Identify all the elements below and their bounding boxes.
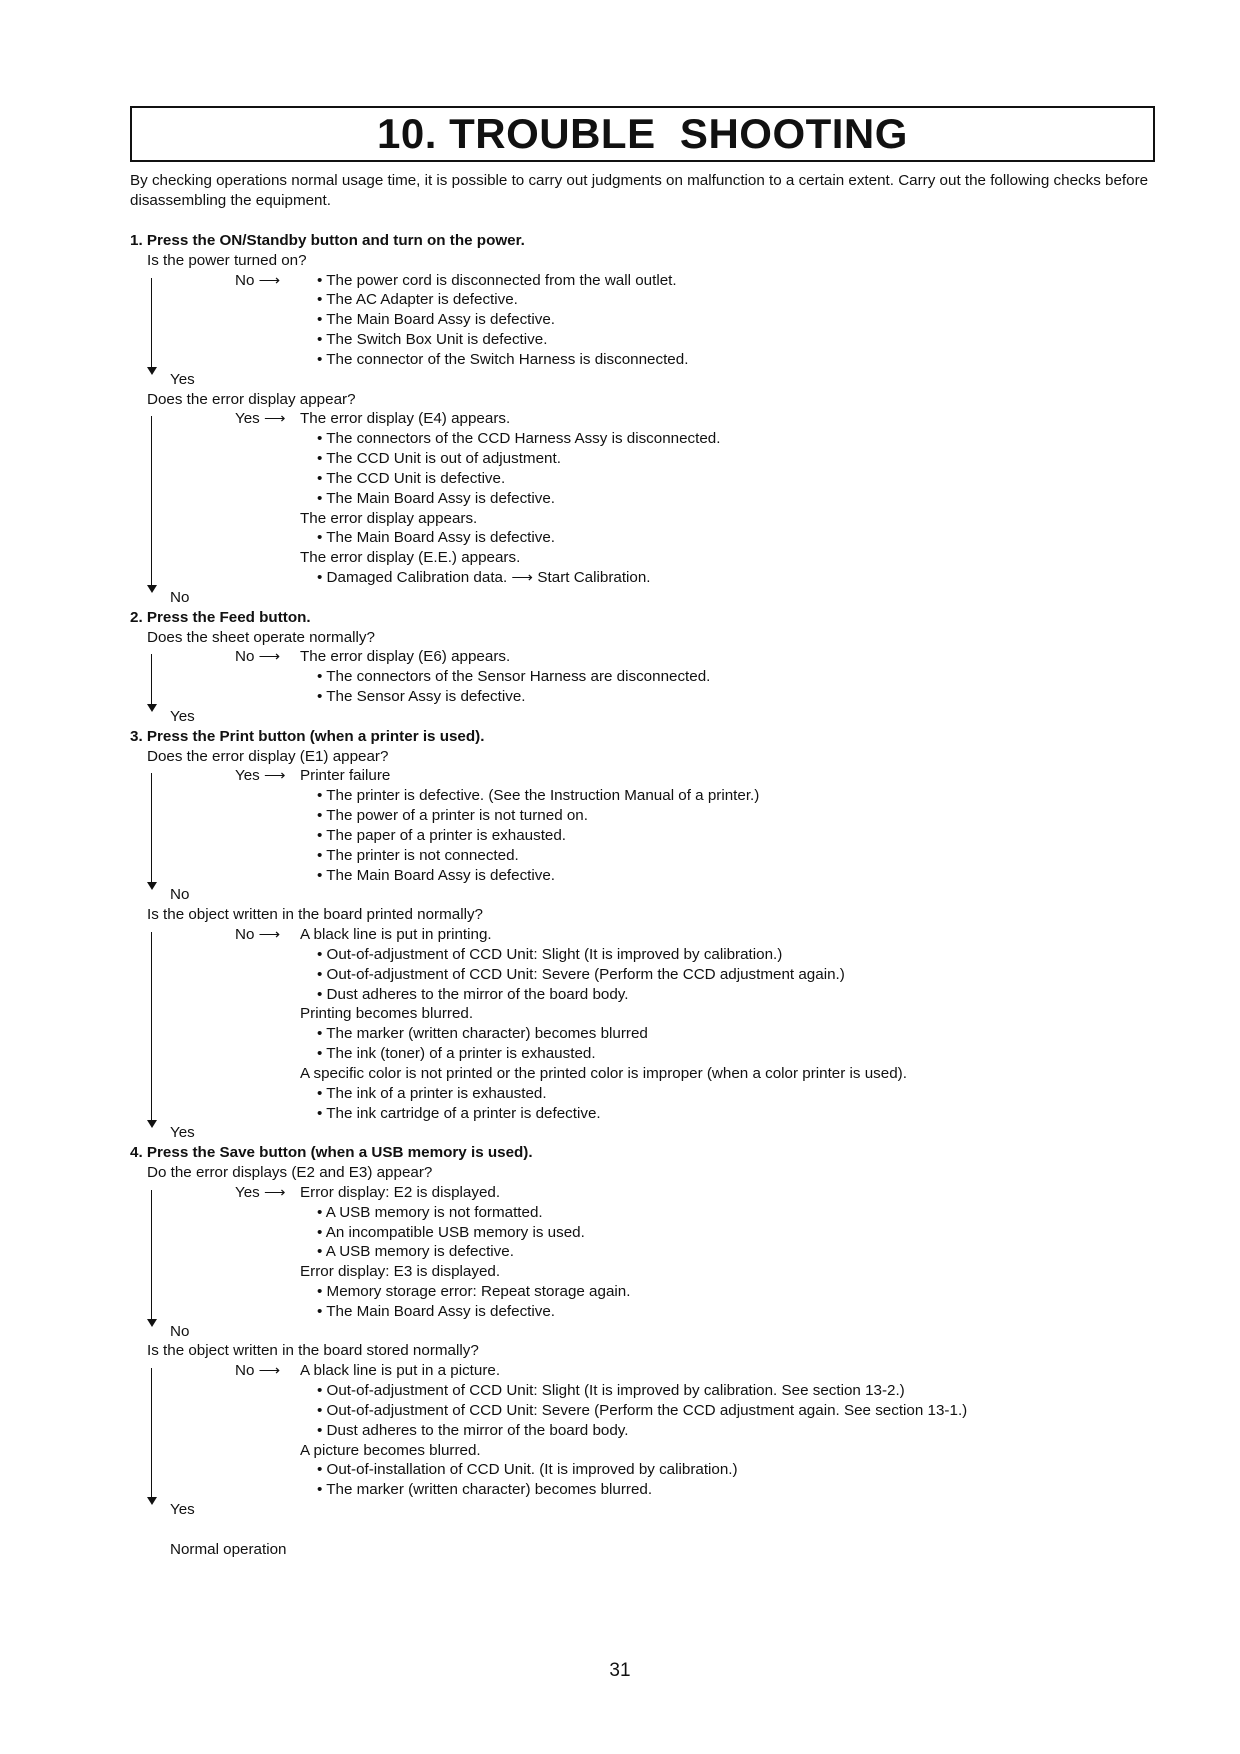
step-heading: 4. Press the Save button (when a USB memory is used). [130, 1144, 533, 1162]
check-question: Does the error display appear? [147, 390, 356, 408]
symptom-line: The error display appears. [300, 509, 478, 527]
step-heading: 1. Press the ON/Standby button and turn on the power. [130, 232, 525, 249]
cause-bullet: • The Main Board Assy is defective. [317, 311, 556, 329]
answer-label: Yes ⟶ [235, 767, 286, 785]
cause-bullet: • The power of a printer is not turned on. [317, 807, 588, 825]
cause-bullet: • Memory storage error: Repeat storage again. [317, 1282, 631, 1300]
cause-bullet: • The Main Board Assy is defective. [317, 866, 556, 884]
cause-bullet: • The Main Board Assy is defective. [317, 489, 556, 507]
cause-bullet: • The ink of a printer is exhausted. [317, 1084, 547, 1102]
cause-bullet: • The CCD Unit is defective. [317, 469, 506, 487]
cause-bullet: • Damaged Calibration data. ⟶ Start Calibration. [317, 569, 651, 587]
answer-label: No ⟶ [235, 271, 281, 289]
cause-bullet: • The Main Board Assy is defective. [317, 529, 556, 547]
branch-label: Yes [170, 1501, 195, 1519]
symptom-line: Printing becomes blurred. [300, 1005, 474, 1023]
check-question: Does the sheet operate normally? [147, 628, 375, 646]
cause-bullet: • The connectors of the CCD Harness Assy is disconnected. [317, 430, 721, 448]
symptom-line: Error display: E3 is displayed. [300, 1263, 501, 1281]
branch-label: No [170, 1322, 190, 1340]
cause-bullet: • Out-of-adjustment of CCD Unit: Slight (It is improved by calibration. See section 13-2.) [317, 1382, 905, 1400]
cause-bullet: • The connectors of the Sensor Harness are disconnected. [317, 668, 711, 686]
cause-bullet: • The Switch Box Unit is defective. [317, 331, 548, 349]
cause-bullet: • The connector of the Switch Harness is disconnected. [317, 350, 689, 368]
flow-down-arrow [151, 773, 152, 888]
check-question: Is the power turned on? [147, 251, 307, 269]
check-question: Is the object written in the board printed normally? [147, 906, 483, 924]
intro-paragraph: By checking operations normal usage time, it is possible to carry out judgments on malfunction to a certain extent. Carry out the following checks before disassembling the equipment. [130, 172, 1149, 209]
answer-label: Yes ⟶ [235, 410, 286, 428]
symptom-line: A picture becomes blurred. [300, 1441, 481, 1459]
check-question: Does the error display (E1) appear? [147, 747, 389, 765]
answer-detail: The error display (E6) appears. [300, 648, 511, 666]
cause-bullet: • Dust adheres to the mirror of the board body. [317, 1421, 629, 1439]
check-question: Is the object written in the board stored normally? [147, 1342, 479, 1360]
answer-detail: Printer failure [300, 767, 391, 785]
page-number: 31 [609, 1660, 631, 1681]
cause-bullet: • The ink (toner) of a printer is exhausted. [317, 1045, 596, 1063]
answer-label: No ⟶ [235, 648, 281, 666]
flow-down-arrow [151, 278, 152, 373]
flow-down-arrow [151, 1190, 152, 1325]
check-question: Do the error displays (E2 and E3) appear? [147, 1164, 433, 1181]
cause-bullet: • The printer is not connected. [317, 846, 519, 864]
cause-bullet: • Dust adheres to the mirror of the board body. [317, 985, 629, 1003]
cause-bullet: • The Main Board Assy is defective. [317, 1302, 556, 1320]
cause-bullet: • The paper of a printer is exhausted. [317, 826, 567, 844]
branch-label: No [170, 886, 190, 904]
symptom-line: A specific color is not printed or the printed color is improper (when a color printer is used). [300, 1064, 907, 1082]
flow-down-arrow [151, 654, 152, 709]
branch-label: No [170, 588, 190, 606]
branch-label: Yes [170, 1124, 195, 1142]
cause-bullet: • Out-of-adjustment of CCD Unit: Severe (Perform the CCD adjustment again. See section 13-1.) [317, 1401, 968, 1419]
cause-bullet: • A USB memory is not formatted. [317, 1203, 543, 1221]
flow-down-arrow [151, 416, 152, 590]
cause-bullet: • The printer is defective. (See the Instruction Manual of a printer.) [317, 787, 760, 805]
answer-detail: Error display: E2 is displayed. [300, 1183, 501, 1201]
branch-label: Yes [170, 707, 195, 725]
cause-bullet: • An incompatible USB memory is used. [317, 1223, 585, 1241]
cause-bullet: • The AC Adapter is defective. [317, 291, 518, 309]
cause-bullet: • The Sensor Assy is defective. [317, 688, 526, 706]
answer-label: Yes ⟶ [235, 1183, 286, 1201]
cause-bullet: • Out-of-installation of CCD Unit. (It is improved by calibration.) [317, 1461, 738, 1479]
answer-detail: The error display (E4) appears. [300, 410, 511, 428]
flow-down-arrow [151, 932, 152, 1126]
answer-detail: A black line is put in a picture. [300, 1362, 501, 1380]
answer-detail: • The power cord is disconnected from the wall outlet. [317, 271, 677, 289]
cause-bullet: • The CCD Unit is out of adjustment. [317, 450, 561, 468]
section-title-box [130, 106, 1155, 162]
symptom-line: The error display (E.E.) appears. [300, 549, 521, 567]
cause-bullet: • Out-of-adjustment of CCD Unit: Slight (It is improved by calibration.) [317, 945, 783, 963]
flow-down-arrow [151, 1368, 152, 1503]
section-title: 10. TROUBLE SHOOTING [377, 110, 908, 157]
cause-bullet: • The marker (written character) becomes blurred [317, 1025, 648, 1043]
final-result: Normal operation [170, 1540, 287, 1558]
branch-label: Yes [170, 370, 195, 388]
answer-label: No ⟶ [235, 926, 281, 944]
answer-label: No ⟶ [235, 1362, 281, 1380]
answer-detail: A black line is put in printing. [300, 926, 492, 944]
cause-bullet: • The ink cartridge of a printer is defective. [317, 1104, 601, 1122]
step-heading: 3. Press the Print button (when a printer is used). [130, 727, 485, 745]
cause-bullet: • A USB memory is defective. [317, 1243, 514, 1261]
cause-bullet: • The marker (written character) becomes blurred. [317, 1481, 653, 1499]
cause-bullet: • Out-of-adjustment of CCD Unit: Severe (Perform the CCD adjustment again.) [317, 965, 845, 983]
step-heading: 2. Press the Feed button. [130, 608, 311, 626]
